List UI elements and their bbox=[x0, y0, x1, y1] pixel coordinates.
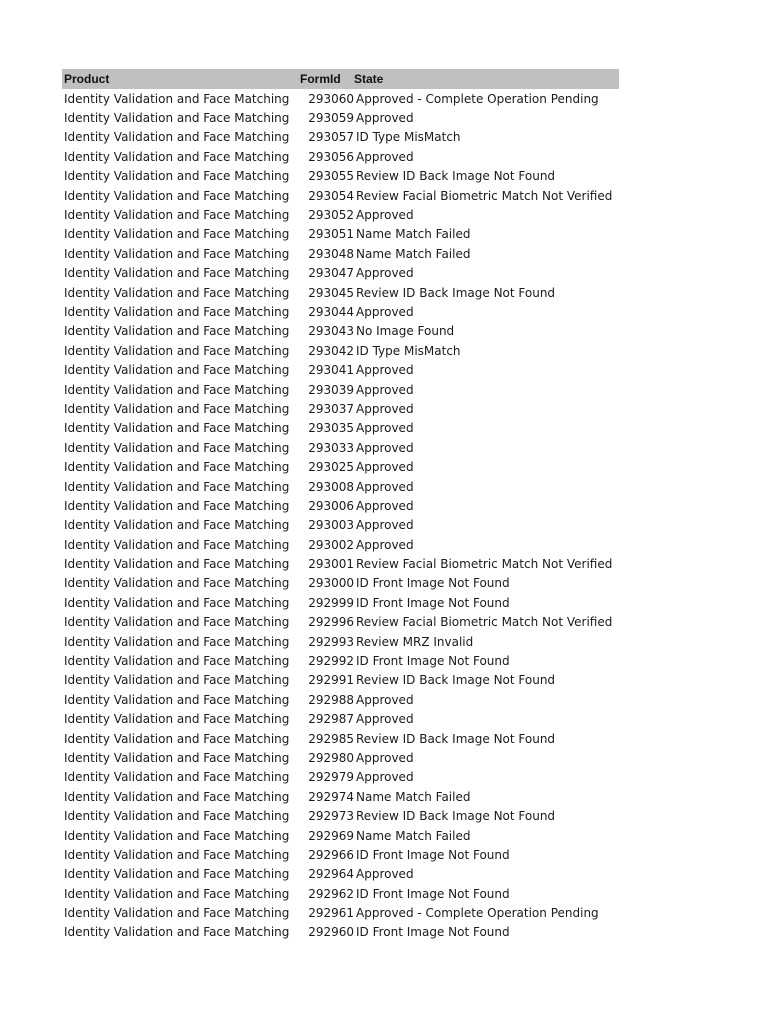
cell-formid: 292999 bbox=[308, 595, 354, 610]
cell-state: ID Front Image Not Found bbox=[356, 576, 510, 591]
cell-product: Identity Validation and Face Matching bbox=[64, 188, 290, 203]
cell-product: Identity Validation and Face Matching bbox=[64, 304, 290, 319]
cell-product: Identity Validation and Face Matching bbox=[64, 789, 290, 804]
cell-product: Identity Validation and Face Matching bbox=[64, 518, 290, 533]
cell-formid: 293056 bbox=[308, 149, 354, 164]
table-row bbox=[62, 128, 619, 147]
cell-product: Identity Validation and Face Matching bbox=[64, 363, 290, 378]
cell-formid: 293043 bbox=[308, 324, 354, 339]
cell-state: ID Front Image Not Found bbox=[356, 654, 510, 669]
cell-formid: 293006 bbox=[308, 498, 354, 513]
table-row bbox=[62, 186, 619, 205]
cell-product: Identity Validation and Face Matching bbox=[64, 634, 290, 649]
cell-state: Approved bbox=[356, 401, 414, 416]
table-row bbox=[62, 826, 619, 845]
table-row bbox=[62, 516, 619, 535]
cell-state: ID Front Image Not Found bbox=[356, 595, 510, 610]
cell-formid: 293051 bbox=[308, 227, 354, 242]
cell-product: Identity Validation and Face Matching bbox=[64, 111, 290, 126]
cell-state: Approved bbox=[356, 421, 414, 436]
cell-state: Name Match Failed bbox=[356, 246, 471, 261]
table-row bbox=[62, 419, 619, 438]
cell-product: Identity Validation and Face Matching bbox=[64, 692, 290, 707]
cell-product: Identity Validation and Face Matching bbox=[64, 906, 290, 921]
cell-state: Approved - Complete Operation Pending bbox=[356, 91, 599, 106]
table-row bbox=[62, 806, 619, 825]
cell-state: Approved bbox=[356, 692, 414, 707]
cell-product: Identity Validation and Face Matching bbox=[64, 557, 290, 572]
table-row bbox=[62, 554, 619, 573]
cell-formid: 293002 bbox=[308, 537, 354, 552]
cell-state: ID Front Image Not Found bbox=[356, 925, 510, 940]
cell-formid: 293054 bbox=[308, 188, 354, 203]
cell-product: Identity Validation and Face Matching bbox=[64, 91, 290, 106]
cell-product: Identity Validation and Face Matching bbox=[64, 712, 290, 727]
cell-state: Approved bbox=[356, 750, 414, 765]
cell-formid: 293045 bbox=[308, 285, 354, 300]
cell-formid: 293001 bbox=[308, 557, 354, 572]
cell-product: Identity Validation and Face Matching bbox=[64, 498, 290, 513]
cell-state: ID Type MisMatch bbox=[356, 130, 461, 145]
table-row bbox=[62, 205, 619, 224]
cell-product: Identity Validation and Face Matching bbox=[64, 440, 290, 455]
table-row bbox=[62, 710, 619, 729]
cell-product: Identity Validation and Face Matching bbox=[64, 537, 290, 552]
cell-formid: 293047 bbox=[308, 266, 354, 281]
table-row bbox=[62, 671, 619, 690]
cell-formid: 293000 bbox=[308, 576, 354, 591]
table-row bbox=[62, 690, 619, 709]
cell-state: Review MRZ Invalid bbox=[356, 634, 474, 649]
cell-product: Identity Validation and Face Matching bbox=[64, 770, 290, 785]
table-row bbox=[62, 729, 619, 748]
cell-state: Approved bbox=[356, 712, 414, 727]
table-row bbox=[62, 322, 619, 341]
cell-product: Identity Validation and Face Matching bbox=[64, 867, 290, 882]
column-header-formid: FormId bbox=[300, 72, 341, 86]
table-row bbox=[62, 651, 619, 670]
cell-formid: 293033 bbox=[308, 440, 354, 455]
cell-formid: 293055 bbox=[308, 169, 354, 184]
cell-formid: 293057 bbox=[308, 130, 354, 145]
cell-state: ID Type MisMatch bbox=[356, 343, 461, 358]
cell-product: Identity Validation and Face Matching bbox=[64, 266, 290, 281]
cell-product: Identity Validation and Face Matching bbox=[64, 654, 290, 669]
cell-state: No Image Found bbox=[356, 324, 455, 339]
cell-state: Approved bbox=[356, 111, 414, 126]
cell-product: Identity Validation and Face Matching bbox=[64, 828, 290, 843]
cell-product: Identity Validation and Face Matching bbox=[64, 227, 290, 242]
table-row bbox=[62, 108, 619, 127]
cell-formid: 292988 bbox=[308, 692, 354, 707]
cell-state: Review Facial Biometric Match Not Verified bbox=[356, 188, 613, 203]
cell-formid: 292969 bbox=[308, 828, 354, 843]
cell-product: Identity Validation and Face Matching bbox=[64, 421, 290, 436]
cell-formid: 293008 bbox=[308, 479, 354, 494]
cell-product: Identity Validation and Face Matching bbox=[64, 208, 290, 223]
table-row bbox=[62, 89, 619, 108]
cell-product: Identity Validation and Face Matching bbox=[64, 130, 290, 145]
cell-formid: 292992 bbox=[308, 654, 354, 669]
column-header-product: Product bbox=[64, 72, 110, 86]
cell-state: Approved bbox=[356, 770, 414, 785]
cell-state: Approved bbox=[356, 867, 414, 882]
cell-product: Identity Validation and Face Matching bbox=[64, 925, 290, 940]
table-row bbox=[62, 884, 619, 903]
cell-formid: 292979 bbox=[308, 770, 354, 785]
table-body bbox=[62, 89, 619, 942]
cell-state: Approved bbox=[356, 382, 414, 397]
table-row bbox=[62, 535, 619, 554]
cell-formid: 293048 bbox=[308, 246, 354, 261]
cell-product: Identity Validation and Face Matching bbox=[64, 479, 290, 494]
cell-formid: 292974 bbox=[308, 789, 354, 804]
cell-formid: 292973 bbox=[308, 809, 354, 824]
cell-product: Identity Validation and Face Matching bbox=[64, 401, 290, 416]
cell-formid: 292966 bbox=[308, 847, 354, 862]
cell-formid: 292991 bbox=[308, 673, 354, 688]
cell-product: Identity Validation and Face Matching bbox=[64, 886, 290, 901]
cell-formid: 292987 bbox=[308, 712, 354, 727]
column-header-state: State bbox=[354, 72, 384, 86]
cell-formid: 293059 bbox=[308, 111, 354, 126]
table-row bbox=[62, 283, 619, 302]
cell-product: Identity Validation and Face Matching bbox=[64, 576, 290, 591]
cell-product: Identity Validation and Face Matching bbox=[64, 595, 290, 610]
cell-formid: 292996 bbox=[308, 615, 354, 630]
table-row bbox=[62, 923, 619, 942]
cell-formid: 293003 bbox=[308, 518, 354, 533]
cell-product: Identity Validation and Face Matching bbox=[64, 149, 290, 164]
cell-state: Review Facial Biometric Match Not Verified bbox=[356, 615, 613, 630]
cell-state: Name Match Failed bbox=[356, 227, 471, 242]
cell-state: Approved bbox=[356, 498, 414, 513]
cell-product: Identity Validation and Face Matching bbox=[64, 343, 290, 358]
cell-product: Identity Validation and Face Matching bbox=[64, 847, 290, 862]
table-header-row bbox=[62, 69, 619, 89]
cell-state: Approved bbox=[356, 479, 414, 494]
table-row bbox=[62, 593, 619, 612]
cell-product: Identity Validation and Face Matching bbox=[64, 460, 290, 475]
table-row bbox=[62, 438, 619, 457]
cell-formid: 293044 bbox=[308, 304, 354, 319]
cell-formid: 292985 bbox=[308, 731, 354, 746]
cell-formid: 292980 bbox=[308, 750, 354, 765]
cell-formid: 292993 bbox=[308, 634, 354, 649]
cell-state: Approved bbox=[356, 440, 414, 455]
cell-product: Identity Validation and Face Matching bbox=[64, 324, 290, 339]
cell-state: ID Front Image Not Found bbox=[356, 886, 510, 901]
table-row bbox=[62, 380, 619, 399]
cell-product: Identity Validation and Face Matching bbox=[64, 382, 290, 397]
cell-formid: 292961 bbox=[308, 906, 354, 921]
table-row bbox=[62, 302, 619, 321]
table-row bbox=[62, 147, 619, 166]
cell-state: Approved bbox=[356, 304, 414, 319]
cell-formid: 293039 bbox=[308, 382, 354, 397]
cell-formid: 292960 bbox=[308, 925, 354, 940]
cell-state: Approved - Complete Operation Pending bbox=[356, 906, 599, 921]
cell-state: Approved bbox=[356, 266, 414, 281]
cell-state: Name Match Failed bbox=[356, 828, 471, 843]
table-row bbox=[62, 787, 619, 806]
cell-formid: 293042 bbox=[308, 343, 354, 358]
cell-state: Approved bbox=[356, 537, 414, 552]
cell-formid: 293035 bbox=[308, 421, 354, 436]
cell-state: Review ID Back Image Not Found bbox=[356, 809, 556, 824]
cell-product: Identity Validation and Face Matching bbox=[64, 731, 290, 746]
cell-formid: 293041 bbox=[308, 363, 354, 378]
data-table bbox=[62, 69, 619, 942]
table-row bbox=[62, 632, 619, 651]
table-row bbox=[62, 574, 619, 593]
table-row bbox=[62, 225, 619, 244]
table-row bbox=[62, 399, 619, 418]
cell-state: Review Facial Biometric Match Not Verified bbox=[356, 557, 613, 572]
cell-formid: 292964 bbox=[308, 867, 354, 882]
cell-state: Approved bbox=[356, 208, 414, 223]
table-row bbox=[62, 748, 619, 767]
cell-formid: 292962 bbox=[308, 886, 354, 901]
cell-state: Approved bbox=[356, 518, 414, 533]
cell-state: Review ID Back Image Not Found bbox=[356, 673, 556, 688]
cell-state: Review ID Back Image Not Found bbox=[356, 169, 556, 184]
cell-formid: 293052 bbox=[308, 208, 354, 223]
cell-product: Identity Validation and Face Matching bbox=[64, 809, 290, 824]
cell-product: Identity Validation and Face Matching bbox=[64, 246, 290, 261]
table-row bbox=[62, 341, 619, 360]
cell-formid: 293060 bbox=[308, 91, 354, 106]
cell-state: Approved bbox=[356, 149, 414, 164]
cell-product: Identity Validation and Face Matching bbox=[64, 750, 290, 765]
table-row bbox=[62, 360, 619, 379]
cell-product: Identity Validation and Face Matching bbox=[64, 673, 290, 688]
cell-state: Approved bbox=[356, 460, 414, 475]
table-row bbox=[62, 167, 619, 186]
table-row bbox=[62, 613, 619, 632]
table-row bbox=[62, 845, 619, 864]
cell-state: ID Front Image Not Found bbox=[356, 847, 510, 862]
table-row bbox=[62, 264, 619, 283]
table-row bbox=[62, 244, 619, 263]
table-row bbox=[62, 457, 619, 476]
cell-product: Identity Validation and Face Matching bbox=[64, 285, 290, 300]
cell-product: Identity Validation and Face Matching bbox=[64, 615, 290, 630]
table-row bbox=[62, 768, 619, 787]
table-row bbox=[62, 903, 619, 922]
table-row bbox=[62, 865, 619, 884]
table-row bbox=[62, 477, 619, 496]
cell-product: Identity Validation and Face Matching bbox=[64, 169, 290, 184]
table-row bbox=[62, 496, 619, 515]
cell-formid: 293025 bbox=[308, 460, 354, 475]
cell-state: Review ID Back Image Not Found bbox=[356, 731, 556, 746]
cell-formid: 293037 bbox=[308, 401, 354, 416]
cell-state: Name Match Failed bbox=[356, 789, 471, 804]
cell-state: Approved bbox=[356, 363, 414, 378]
cell-state: Review ID Back Image Not Found bbox=[356, 285, 556, 300]
